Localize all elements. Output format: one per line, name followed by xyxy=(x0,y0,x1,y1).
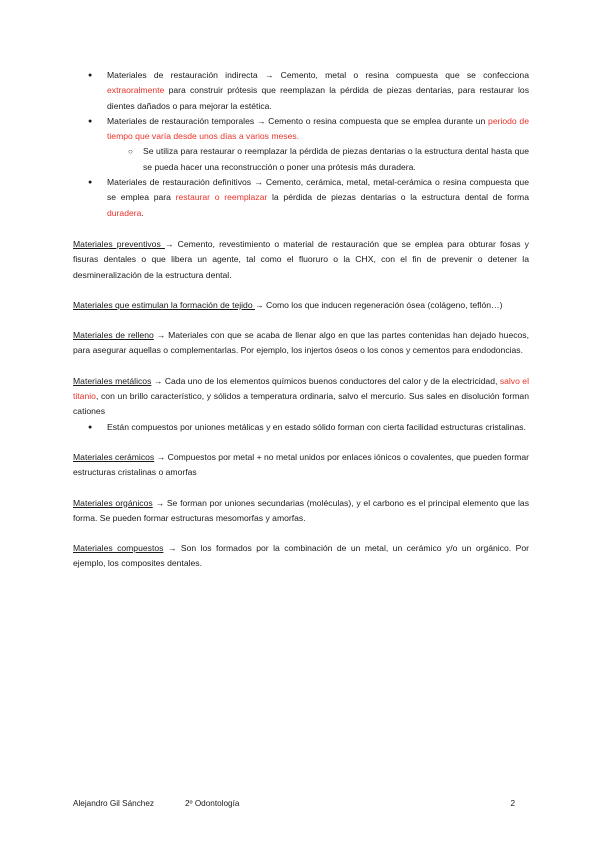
item-text: para construir prótesis que reemplazan la pérdida de piezas dentarias, para restaurar los dientes dañados o para mejorar la estética. xyxy=(107,85,529,111)
metalicos-list xyxy=(73,420,529,435)
footer-author: Alejandro Gil Sánchez xyxy=(73,799,155,808)
section-term: Materiales preventivos xyxy=(73,238,165,249)
section-text: → Materiales con que se acaba de llenar algo en que las partes contenidas han dejado huecos, para asegurar aquellas o complementarlas. Por ejemplo, los injertos óseos o los conos y cementos para endodoncias. xyxy=(73,330,529,356)
highlight-text: duradera xyxy=(107,207,142,218)
section-term: Materiales compuestos xyxy=(73,543,164,554)
section-text: → Se forman por uniones secundarias (moléculas), y el carbono es el principal elemento que las forma. Se pueden formar estructuras mesomorfas y amorfas. xyxy=(73,497,530,523)
item-text: . xyxy=(141,207,144,218)
section-term: Materiales que estimulan la formación de tejido xyxy=(73,299,255,310)
section-text: → Compuestos por metal + no metal unidos por enlaces iónicos o covalentes, que pueden formar estructuras cristalinas o amorfas xyxy=(73,451,529,478)
page-content xyxy=(73,68,529,572)
highlight-text: salvo el titanio xyxy=(73,375,529,402)
list-item-definitivos xyxy=(73,175,529,221)
item-text: Materiales de restauración temporales → Cemento o resina compuesta que se emplea durante un xyxy=(107,115,489,126)
footer-course: 2º Odontología xyxy=(185,799,240,808)
section-preventivos xyxy=(73,237,529,283)
restoration-materials-list xyxy=(73,68,529,221)
section-metalicos xyxy=(73,374,529,420)
page-footer xyxy=(73,799,529,808)
sub-list-item xyxy=(73,144,529,175)
item-text: la pérdida de piezas dentarias o la estructura dental de forma xyxy=(267,192,529,203)
section-ceramicos xyxy=(73,450,529,481)
section-compuestos xyxy=(73,541,529,572)
section-text: → Cemento, revestimiento o material de restauración que se emplea para obturar fosas y fisuras dentales o que libera un agente, tal como el fluoruro o la CHX, con el fin de prevenir o detener la desmineralización de la estructura dental. xyxy=(73,238,529,280)
section-text: → Como los que inducen regeneración ósea (colágeno, teflón…) xyxy=(255,299,503,310)
item-text: Materiales de restauración definitivos → Cemento, cerámica, metal, metal-cerámica o resina compuesta que se emplea para xyxy=(107,177,529,203)
section-text: → Cada uno de los elementos químicos buenos conductores del calor y de la electricidad, xyxy=(151,375,500,386)
section-tejido xyxy=(73,298,529,313)
list-item-indirecta xyxy=(73,68,529,114)
section-term: Materiales orgánicos xyxy=(73,497,153,508)
section-text: → Son los formados por la combinación de un metal, un cerámico y/o un orgánico. Por ejemplo, los composites dentales. xyxy=(73,543,529,569)
section-term: Materiales metálicos xyxy=(73,375,152,386)
item-text: Están compuestos por uniones metálicas y en estado sólido forman con cierta facilidad estructuras cristalinas. xyxy=(107,421,526,432)
list-item xyxy=(73,420,529,435)
section-term: Materiales cerámicos xyxy=(73,451,155,462)
list-item-temporales xyxy=(73,114,529,145)
section-text: , con un brillo característico, y sólidos a temperatura ordinaria, salvo el mercurio. Sus sales en disolución forman cationes xyxy=(73,391,529,417)
item-text: Materiales de restauración indirecta → Cemento, metal o resina compuesta que se confecciona xyxy=(107,70,529,80)
page-number: 2 xyxy=(510,799,515,808)
item-text: Se utiliza para restaurar o reemplazar la pérdida de piezas dentarias o la estructura dental hasta que se pueda hacer una reconstrucción o poner una prótesis más duradera. xyxy=(143,146,529,172)
highlight-text: restaurar o reemplazar xyxy=(175,192,268,203)
highlight-text: extraoralmente xyxy=(107,85,165,96)
section-term: Materiales de relleno xyxy=(73,330,154,341)
section-relleno xyxy=(73,328,529,359)
highlight-text: periodo de tiempo que varía desde unos días a varios meses. xyxy=(107,115,529,142)
section-organicos xyxy=(73,496,529,527)
